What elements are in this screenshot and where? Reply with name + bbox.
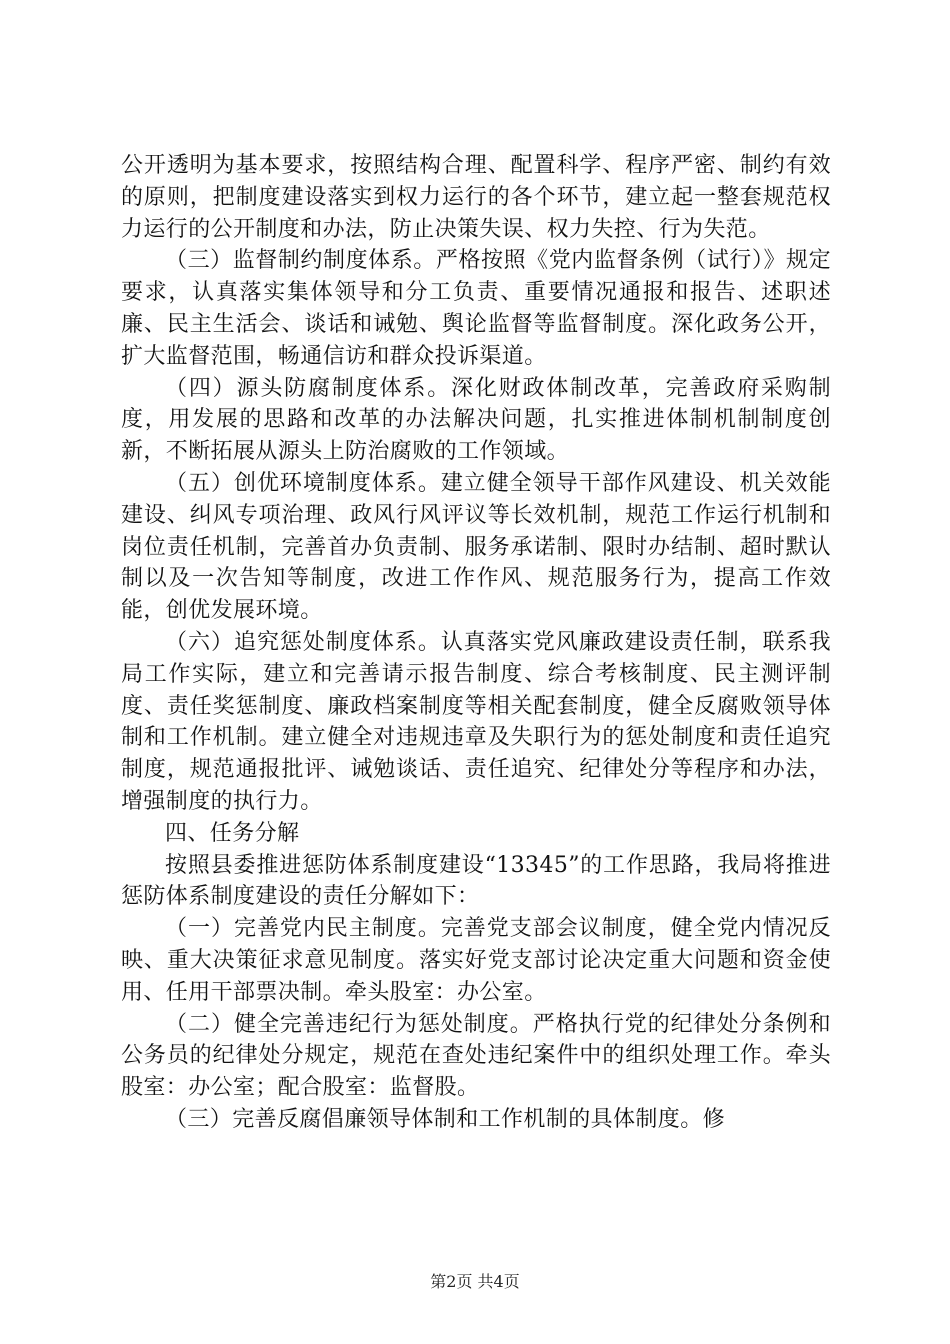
paragraph-7: （一）完善党内民主制度。完善党支部会议制度，健全党内情况反映、重大决策征求意见制度。落实好党支部讨论决定重大问题和资金使用、任用干部票决制。牵头股室：办公室。 xyxy=(121,916,831,1005)
paragraph-9: （三）完善反腐倡廉领导体制和工作机制的具体制度。修 xyxy=(165,1106,726,1132)
paragraph-2: （三）监督制约制度体系。严格按照《党内监督条例（试行）》规定要求，认真落实集体领导和分工负责、重要情况通报和报告、述职述廉、民主生活会、谈话和诫勉、舆论监督等监督制度。深化政务公开，扩大监督范围，畅通信访和群众投诉渠道。 xyxy=(121,248,831,369)
paragraph-8: （二）健全完善违纪行为惩处制度。严格执行党的纪律处分条例和公务员的纪律处分规定，规范在查处违纪案件中的组织处理工作。牵头股室：办公室；配合股室：监督股。 xyxy=(121,1011,831,1101)
section-heading: 四、任务分解 xyxy=(165,820,300,846)
document-body xyxy=(121,150,831,1136)
paragraph-4: （五）创优环境制度体系。建立健全领导干部作风建设、机关效能建设、纠风专项治理、政风行风评议等长效机制，规范工作运行机制和岗位责任机制，完善首办负责制、服务承诺制、限时办结制、超时默认制以及一次告知等制度，改进工作作风、规范服务行为，提高工作效能，创优发展环境。 xyxy=(121,470,831,624)
paragraph-5: （六）追究惩处制度体系。认真落实党风廉政建设责任制，联系我局工作实际，建立和完善请示报告制度、综合考核制度、民主测评制度、责任奖惩制度、廉政档案制度等相关配套制度，健全反腐败领导体制和工作机制。建立健全对违规违章及失职行为的惩处制度和责任追究制度，规范通报批评、诫勉谈话、责任追究、纪律处分等程序和办法，增强制度的执行力。 xyxy=(121,629,831,814)
paragraph-3: （四）源头防腐制度体系。深化财政体制改革，完善政府采购制度，用发展的思路和改革的办法解决问题，扎实推进体制机制制度创新，不断拓展从源头上防治腐败的工作领域。 xyxy=(121,375,831,465)
paragraph-1: 公开透明为基本要求，按照结构合理、配置科学、程序严密、制约有效的原则，把制度建设落实到权力运行的各个环节，建立起一整套规范权力运行的公开制度和办法，防止决策失误、权力失控、行为失范。 xyxy=(121,153,831,242)
page-footer: 第2页 共4页 xyxy=(430,1272,520,1291)
paragraph-6: 按照县委推进惩防体系制度建设“13345”的工作思路，我局将推进惩防体系制度建设的责任分解如下： xyxy=(121,852,831,910)
